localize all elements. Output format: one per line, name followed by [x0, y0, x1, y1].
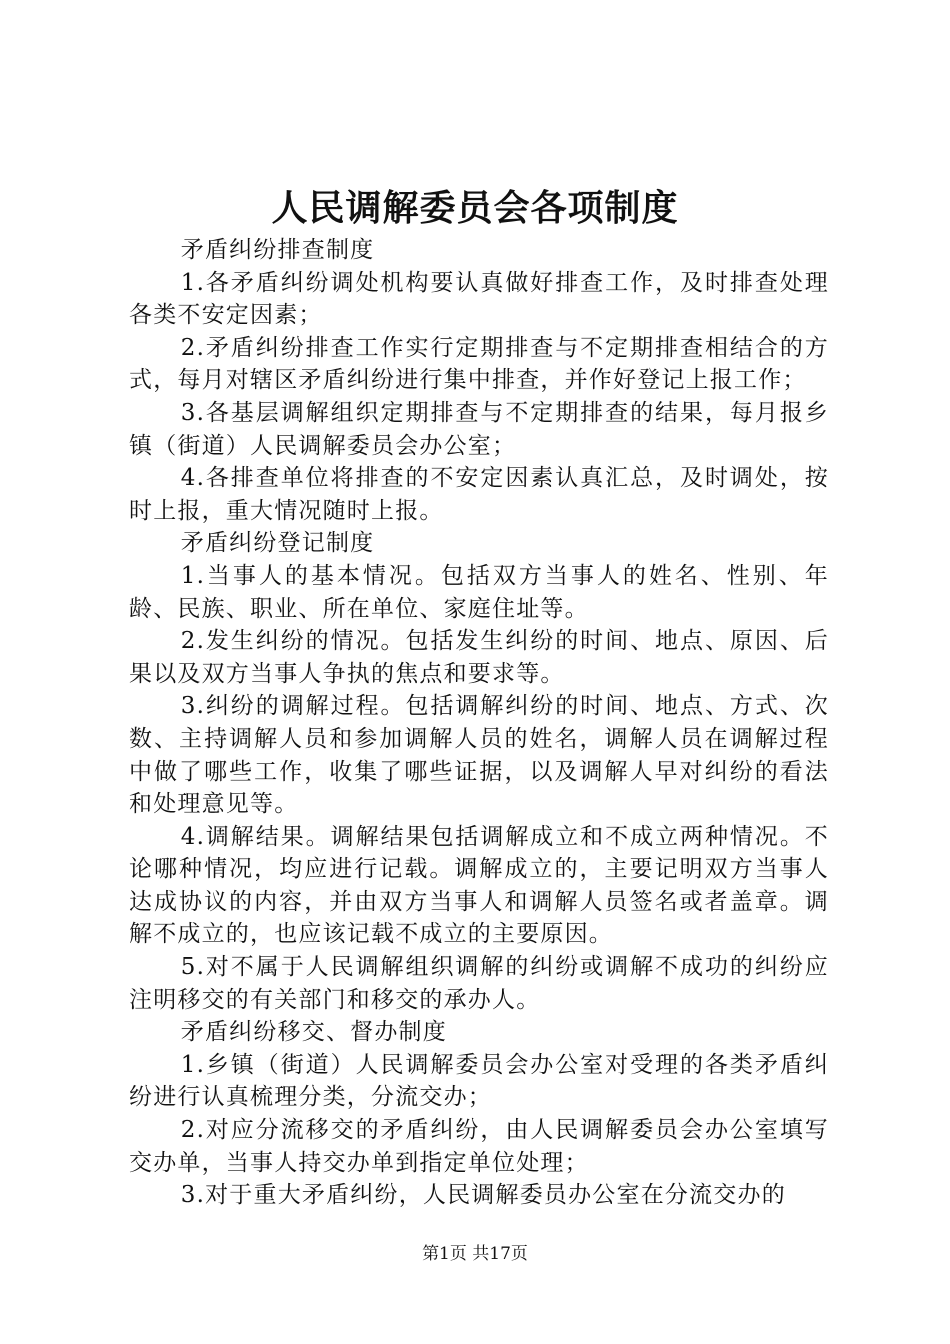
paragraph: 4.各排查单位将排查的不安定因素认真汇总，及时调处，按时上报，重大情况随时上报。	[129, 465, 829, 524]
paragraph: 3.纠纷的调解过程。包括调解纠纷的时间、地点、方式、次数、主持调解人员和参加调解人员的姓名，调解人员在调解过程中做了哪些工作，收集了哪些证据，以及调解人早对纠纷的看法和处理意见等。	[129, 693, 829, 818]
section-heading-registration: 矛盾纠纷登记制度	[180, 530, 375, 557]
paragraph: 1.当事人的基本情况。包括双方当事人的姓名、性别、年龄、民族、职业、所在单位、家庭住址等。	[129, 562, 829, 622]
paragraph: 2.矛盾纠纷排查工作实行定期排查与不定期排查相结合的方式，每月对辖区矛盾纠纷进行集中排查，并作好登记上报工作；	[129, 334, 829, 394]
paragraph: 4.调解结果。调解结果包括调解成立和不成立两种情况。不论哪种情况，均应进行记载。调解成立的，主要记明双方当事人达成协议的内容，并由双方当事人和调解人员签名或者盖章。调解不成立的，也应该记载不成立的主要原因。	[129, 823, 829, 948]
section-heading-transfer: 矛盾纠纷移交、督办制度	[180, 1019, 447, 1046]
paragraph: 3.各基层调解组织定期排查与不定期排查的结果，每月报乡镇（街道）人民调解委员会办公室；	[129, 399, 829, 459]
paragraph: 3.对于重大矛盾纠纷，人民调解委员办公室在分流交办的	[180, 1182, 786, 1209]
paragraph: 5.对不属于人民调解组织调解的纠纷或调解不成功的纠纷应注明移交的有关部门和移交的承办人。	[129, 954, 829, 1013]
document-title: 人民调解委员会各项制度	[271, 187, 679, 229]
document-body	[129, 234, 829, 1212]
paragraph: 1.乡镇（街道）人民调解委员会办公室对受理的各类矛盾纠纷进行认真梳理分类，分流交办；	[129, 1051, 829, 1111]
paragraph: 2.对应分流移交的矛盾纠纷，由人民调解委员会办公室填写交办单，当事人持交办单到指定单位处理；	[129, 1117, 829, 1176]
section-heading-investigation: 矛盾纠纷排查制度	[180, 237, 375, 263]
page-footer: 第1页 共17页	[422, 1244, 528, 1264]
paragraph: 2.发生纠纷的情况。包括发生纠纷的时间、地点、原因、后果以及双方当事人争执的焦点和要求等。	[129, 628, 829, 687]
paragraph: 1.各矛盾纠纷调处机构要认真做好排查工作，及时排查处理各类不安定因素；	[129, 269, 829, 329]
